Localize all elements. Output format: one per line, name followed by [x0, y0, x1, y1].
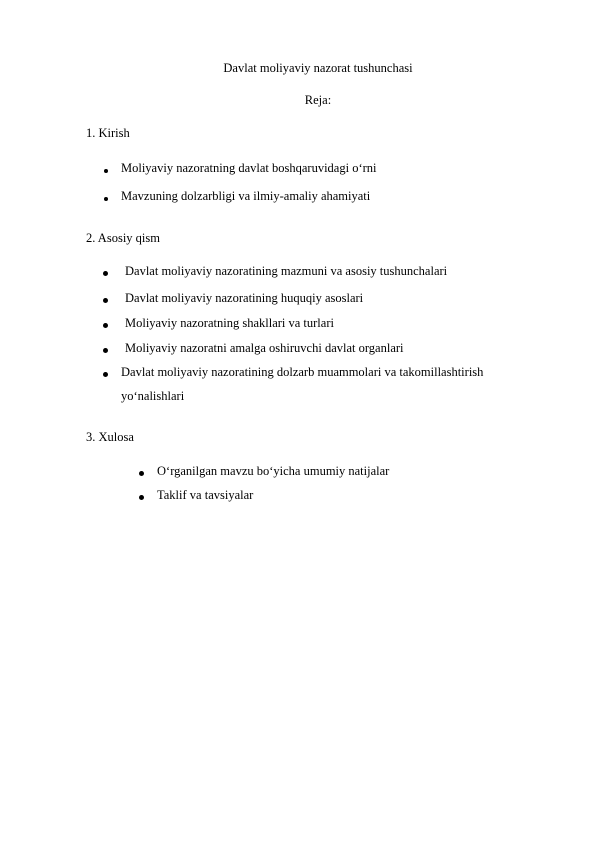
bullet-icon: [103, 348, 108, 353]
section-heading-conclusion: 3. Xulosa: [86, 430, 134, 444]
bullet-icon: [139, 471, 144, 476]
section-heading-intro: 1. Kirish: [86, 126, 130, 140]
bullet-icon: [103, 298, 108, 303]
list-item-label: Davlat moliyaviy nazoratining mazmuni va asosiy tushunchalari: [125, 264, 448, 278]
list-item-label: Moliyaviy nazoratni amalga oshiruvchi davlat organlari: [125, 341, 404, 355]
plan-heading: Reja:: [304, 93, 332, 107]
list-item-label: Moliyaviy nazoratning davlat boshqaruvidagi o‘rni: [121, 161, 377, 175]
bullet-icon: [103, 271, 108, 276]
section-heading-main: 2. Asosiy qism: [86, 231, 160, 245]
list-item-label: Mavzuning dolzarbligi va ilmiy-amaliy ahamiyati: [121, 189, 371, 203]
bullet-icon: [103, 323, 108, 328]
list-item-label: Davlat moliyaviy nazoratining dolzarb muammolari va takomillashtirish: [121, 365, 484, 379]
bullet-icon: [103, 372, 108, 377]
list-item-label: O‘rganilgan mavzu bo‘yicha umumiy natijalar: [157, 464, 390, 478]
list-item-label-continuation: yo‘nalishlari: [121, 389, 185, 403]
bullet-icon: [104, 169, 108, 173]
bullet-icon: [104, 197, 108, 201]
bullet-icon: [139, 495, 144, 500]
list-item-label: Davlat moliyaviy nazoratining huquqiy asoslari: [125, 291, 364, 305]
list-item-label: Moliyaviy nazoratning shakllari va turlari: [125, 316, 334, 330]
list-item-label: Taklif va tavsiyalar: [157, 488, 254, 502]
document-title: Davlat moliyaviy nazorat tushunchasi: [223, 61, 413, 75]
